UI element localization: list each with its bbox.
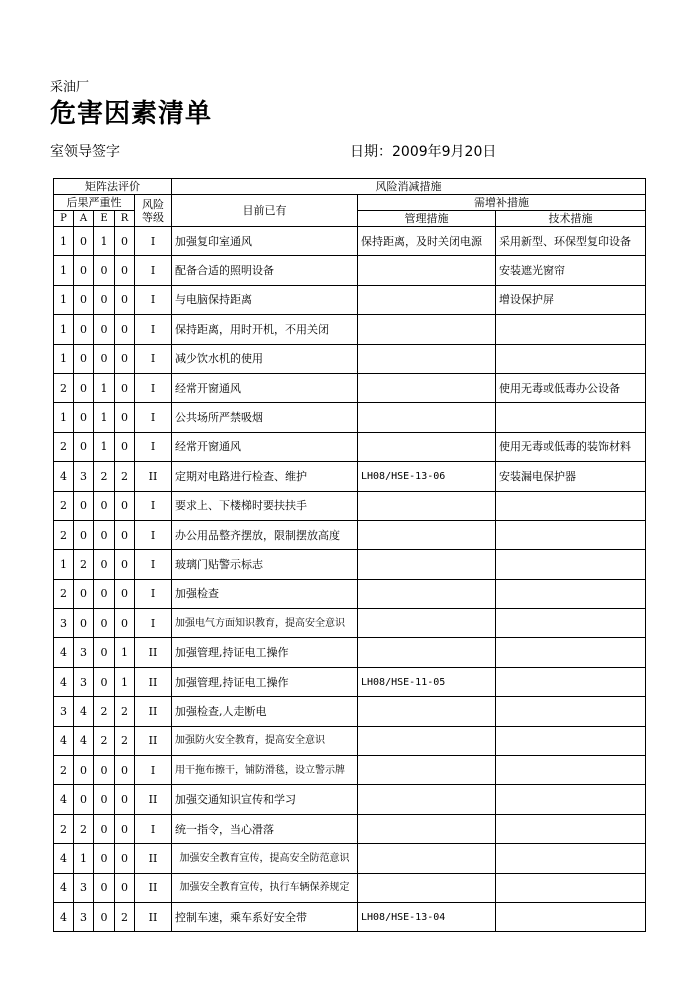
cell-existing: 定期对电路进行检查、维护: [172, 462, 358, 491]
cell-r: 0: [115, 227, 135, 256]
cell-risk-level: II: [135, 785, 172, 814]
cell-a: 3: [74, 462, 94, 491]
cell-a: 3: [74, 638, 94, 667]
cell-p: 4: [54, 638, 74, 667]
cell-existing: 办公用品整齐摆放，限制摆放高度: [172, 520, 358, 549]
cell-a: 2: [74, 550, 94, 579]
cell-risk-level: II: [135, 462, 172, 491]
cell-p: 3: [54, 609, 74, 638]
table-row: [54, 697, 646, 726]
cell-a: 0: [74, 579, 94, 608]
management-header: 管理措施: [358, 211, 496, 227]
table-row: [54, 550, 646, 579]
cell-e: 0: [94, 814, 115, 843]
cell-existing: 经常开窗通风: [172, 373, 358, 402]
table-row: [54, 520, 646, 549]
risk-level-header: [135, 195, 172, 227]
cell-r: 2: [115, 726, 135, 755]
cell-p: 2: [54, 814, 74, 843]
table-row: [54, 373, 646, 402]
cell-risk-level: I: [135, 315, 172, 344]
cell-management: [358, 756, 496, 785]
cell-a: 0: [74, 609, 94, 638]
cell-r: 0: [115, 579, 135, 608]
cell-a: 0: [74, 227, 94, 256]
cell-technical: [496, 697, 646, 726]
table-row: [54, 814, 646, 843]
cell-management: [358, 373, 496, 402]
cell-technical: 使用无毒或低毒办公设备: [496, 373, 646, 402]
cell-p: 1: [54, 256, 74, 285]
table-row: [54, 667, 646, 696]
cell-risk-level: I: [135, 579, 172, 608]
cell-p: 4: [54, 844, 74, 873]
cell-technical: [496, 756, 646, 785]
table-row: [54, 873, 646, 902]
cell-a: 3: [74, 902, 94, 931]
cell-r: 0: [115, 844, 135, 873]
cell-p: 1: [54, 550, 74, 579]
cell-r: 0: [115, 491, 135, 520]
table-row: [54, 344, 646, 373]
cell-a: 3: [74, 667, 94, 696]
cell-a: 4: [74, 697, 94, 726]
cell-r: 2: [115, 697, 135, 726]
cell-risk-level: II: [135, 844, 172, 873]
cell-technical: [496, 550, 646, 579]
cell-e: 0: [94, 344, 115, 373]
cell-technical: [496, 638, 646, 667]
cell-technical: [496, 491, 646, 520]
table-row: [54, 902, 646, 931]
cell-management: [358, 873, 496, 902]
cell-a: 0: [74, 756, 94, 785]
cell-risk-level: I: [135, 491, 172, 520]
cell-existing: 用干拖布擦干，铺防滑毯，设立警示牌: [172, 756, 358, 785]
cell-management: LH08/HSE-11-05: [358, 667, 496, 696]
cell-e: 0: [94, 785, 115, 814]
cell-a: 4: [74, 726, 94, 755]
cell-r: 0: [115, 256, 135, 285]
cell-existing: 加强管理,持证电工操作: [172, 638, 358, 667]
cell-risk-level: I: [135, 609, 172, 638]
table-row: [54, 726, 646, 755]
cell-r: 0: [115, 373, 135, 402]
cell-e: 0: [94, 491, 115, 520]
cell-a: 0: [74, 403, 94, 432]
cell-risk-level: I: [135, 344, 172, 373]
cell-r: 0: [115, 403, 135, 432]
date-label: 日期：2009年9月20日: [350, 144, 497, 160]
cell-r: 0: [115, 432, 135, 461]
cell-p: 1: [54, 315, 74, 344]
table-row: [54, 491, 646, 520]
table-row: [54, 638, 646, 667]
cell-management: [358, 403, 496, 432]
cell-management: [358, 638, 496, 667]
cell-existing: 玻璃门贴警示标志: [172, 550, 358, 579]
cell-e: 0: [94, 579, 115, 608]
cell-risk-level: I: [135, 256, 172, 285]
cell-a: 0: [74, 256, 94, 285]
cell-technical: [496, 785, 646, 814]
risk-level-line2: 等级: [142, 210, 164, 224]
cell-existing: 统一指令，当心滑落: [172, 814, 358, 843]
cell-p: 2: [54, 491, 74, 520]
cell-technical: [496, 902, 646, 931]
cell-existing: 要求上、下楼梯时要扶扶手: [172, 491, 358, 520]
table-row: [54, 785, 646, 814]
cell-e: 1: [94, 403, 115, 432]
cell-management: [358, 609, 496, 638]
cell-p: 4: [54, 462, 74, 491]
cell-risk-level: I: [135, 550, 172, 579]
cell-a: 0: [74, 432, 94, 461]
cell-r: 1: [115, 638, 135, 667]
cell-management: [358, 726, 496, 755]
existing-header: 目前已有: [172, 195, 358, 227]
cell-p: 3: [54, 697, 74, 726]
cell-technical: [496, 344, 646, 373]
cell-existing: 公共场所严禁吸烟: [172, 403, 358, 432]
table-row: [54, 432, 646, 461]
cell-management: LH08/HSE-13-06: [358, 462, 496, 491]
cell-p: 2: [54, 432, 74, 461]
col-r-header: R: [115, 211, 135, 227]
cell-technical: [496, 609, 646, 638]
cell-management: [358, 844, 496, 873]
cell-e: 0: [94, 667, 115, 696]
cell-risk-level: II: [135, 638, 172, 667]
cell-r: 2: [115, 462, 135, 491]
cell-risk-level: II: [135, 726, 172, 755]
cell-a: 3: [74, 873, 94, 902]
cell-a: 0: [74, 491, 94, 520]
cell-existing: 保持距离，用时开机，不用关闭: [172, 315, 358, 344]
cell-p: 2: [54, 373, 74, 402]
cell-e: 2: [94, 726, 115, 755]
cell-e: 0: [94, 902, 115, 931]
cell-a: 0: [74, 315, 94, 344]
cell-e: 0: [94, 844, 115, 873]
cell-p: 1: [54, 285, 74, 314]
cell-risk-level: II: [135, 873, 172, 902]
cell-management: [358, 491, 496, 520]
cell-technical: 采用新型、环保型复印设备: [496, 227, 646, 256]
cell-r: 0: [115, 609, 135, 638]
cell-technical: 安装漏电保护器: [496, 462, 646, 491]
cell-e: 2: [94, 697, 115, 726]
cell-r: 0: [115, 315, 135, 344]
group-measures-header: 风险消减措施: [172, 179, 646, 195]
technical-header: 技术措施: [496, 211, 646, 227]
col-e-header: E: [94, 211, 115, 227]
table-row: [54, 315, 646, 344]
cell-existing: 减少饮水机的使用: [172, 344, 358, 373]
cell-risk-level: I: [135, 432, 172, 461]
cell-technical: [496, 667, 646, 696]
cell-a: 0: [74, 373, 94, 402]
table-row: [54, 462, 646, 491]
cell-a: 1: [74, 844, 94, 873]
cell-technical: 安装遮光窗帘: [496, 256, 646, 285]
cell-management: [358, 814, 496, 843]
cell-p: 4: [54, 667, 74, 696]
cell-existing: 加强管理,持证电工操作: [172, 667, 358, 696]
cell-management: [358, 697, 496, 726]
hazard-table: [53, 178, 646, 932]
table-row: [54, 227, 646, 256]
table-row: [54, 256, 646, 285]
cell-management: LH08/HSE-13-04: [358, 902, 496, 931]
table-row: [54, 844, 646, 873]
cell-existing: 加强防火安全教育，提高安全意识: [172, 726, 358, 755]
cell-management: [358, 256, 496, 285]
cell-management: [358, 315, 496, 344]
cell-e: 0: [94, 315, 115, 344]
cell-technical: 增设保护屏: [496, 285, 646, 314]
col-p-header: P: [54, 211, 74, 227]
cell-r: 1: [115, 667, 135, 696]
cell-existing: 控制车速，乘车系好安全带: [172, 902, 358, 931]
sign-label: 室领导签字: [50, 144, 120, 160]
group-matrix-header: 矩阵法评价: [54, 179, 172, 195]
table-row: [54, 403, 646, 432]
cell-technical: 使用无毒或低毒的装饰材料: [496, 432, 646, 461]
cell-management: 保持距离，及时关闭电源: [358, 227, 496, 256]
risk-level-line1: 风险: [142, 197, 164, 211]
cell-e: 0: [94, 520, 115, 549]
cell-e: 0: [94, 256, 115, 285]
cell-e: 0: [94, 756, 115, 785]
cell-a: 0: [74, 520, 94, 549]
table-row: [54, 756, 646, 785]
cell-e: 0: [94, 550, 115, 579]
table-row: [54, 285, 646, 314]
cell-e: 1: [94, 373, 115, 402]
cell-existing: 加强交通知识宣传和学习: [172, 785, 358, 814]
cell-e: 0: [94, 285, 115, 314]
cell-r: 0: [115, 285, 135, 314]
cell-risk-level: I: [135, 227, 172, 256]
cell-existing: 加强安全教育宣传，提高安全防范意识: [172, 844, 358, 873]
cell-a: 2: [74, 814, 94, 843]
cell-r: 0: [115, 520, 135, 549]
cell-r: 2: [115, 902, 135, 931]
cell-a: 0: [74, 785, 94, 814]
cell-technical: [496, 403, 646, 432]
cell-p: 1: [54, 344, 74, 373]
cell-management: [358, 285, 496, 314]
cell-a: 0: [74, 285, 94, 314]
cell-technical: [496, 579, 646, 608]
cell-p: 4: [54, 873, 74, 902]
cell-p: 4: [54, 902, 74, 931]
table-row: [54, 609, 646, 638]
cell-e: 1: [94, 432, 115, 461]
cell-e: 0: [94, 873, 115, 902]
cell-p: 4: [54, 785, 74, 814]
cell-existing: 加强安全教育宣传，执行车辆保养规定: [172, 873, 358, 902]
cell-technical: [496, 726, 646, 755]
cell-p: 2: [54, 579, 74, 608]
cell-risk-level: II: [135, 697, 172, 726]
cell-existing: 加强检查,人走断电: [172, 697, 358, 726]
cell-p: 4: [54, 726, 74, 755]
cell-p: 2: [54, 756, 74, 785]
cell-technical: [496, 814, 646, 843]
cell-e: 1: [94, 227, 115, 256]
cell-management: [358, 520, 496, 549]
cell-risk-level: I: [135, 403, 172, 432]
cell-risk-level: I: [135, 373, 172, 402]
cell-existing: 配备合适的照明设备: [172, 256, 358, 285]
cell-e: 0: [94, 609, 115, 638]
cell-r: 0: [115, 344, 135, 373]
cell-e: 2: [94, 462, 115, 491]
cell-existing: 加强检查: [172, 579, 358, 608]
cell-r: 0: [115, 873, 135, 902]
cell-r: 0: [115, 756, 135, 785]
cell-management: [358, 550, 496, 579]
table-row: [54, 579, 646, 608]
cell-r: 0: [115, 550, 135, 579]
cell-existing: 与电脑保持距离: [172, 285, 358, 314]
page-title: 危害因素清单: [50, 99, 213, 129]
col-a-header: A: [74, 211, 94, 227]
cell-technical: [496, 520, 646, 549]
cell-risk-level: I: [135, 814, 172, 843]
cell-management: [358, 579, 496, 608]
cell-risk-level: II: [135, 667, 172, 696]
cell-risk-level: I: [135, 756, 172, 785]
cell-risk-level: I: [135, 285, 172, 314]
cell-p: 1: [54, 227, 74, 256]
cell-e: 0: [94, 638, 115, 667]
cell-existing: 加强电气方面知识教育，提高安全意识: [172, 609, 358, 638]
cell-r: 0: [115, 785, 135, 814]
cell-p: 1: [54, 403, 74, 432]
cell-existing: 经常开窗通风: [172, 432, 358, 461]
cell-risk-level: II: [135, 902, 172, 931]
cell-management: [358, 785, 496, 814]
additional-header: 需增补措施: [358, 195, 646, 211]
cell-a: 0: [74, 344, 94, 373]
cell-management: [358, 344, 496, 373]
severity-header: 后果严重性: [54, 195, 135, 211]
cell-r: 0: [115, 814, 135, 843]
cell-technical: [496, 844, 646, 873]
cell-p: 2: [54, 520, 74, 549]
cell-technical: [496, 873, 646, 902]
plant-name: 采油厂: [50, 80, 90, 95]
cell-existing: 加强复印室通风: [172, 227, 358, 256]
cell-management: [358, 432, 496, 461]
cell-risk-level: I: [135, 520, 172, 549]
cell-technical: [496, 315, 646, 344]
